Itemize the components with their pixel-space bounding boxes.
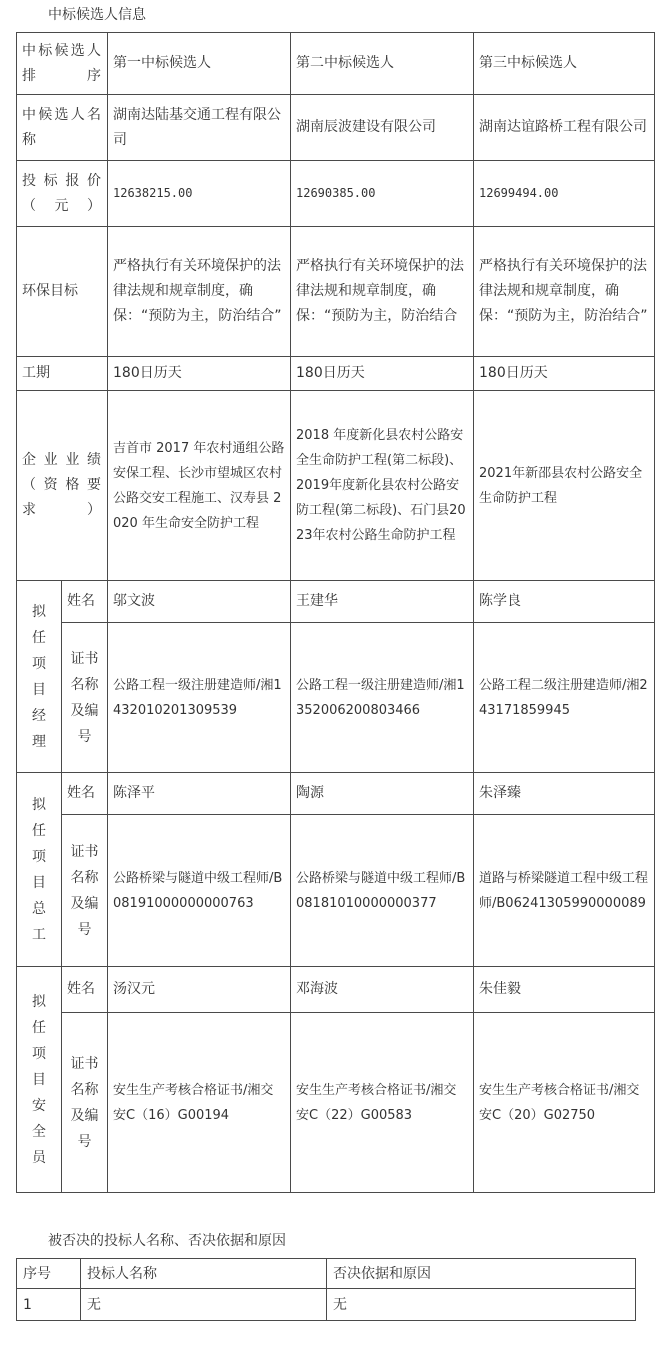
env-label: 环保目标 [17,227,108,357]
ce-cert-1: 公路桥梁与隧道中级工程师/B08191000000000763 [108,815,291,967]
pm-cert-row [17,623,655,773]
rejected-row-bidder: 无 [81,1289,327,1321]
price-2: 12690385.00 [291,161,474,227]
rejected-header-bidder: 投标人名称 [81,1259,327,1289]
ce-group-label: 拟 任 项 目 总 工 [17,773,62,967]
price-3: 12699494.00 [474,161,655,227]
pm-cert-2: 公路工程一级注册建造师/湘1352006200803466 [291,623,474,773]
performance-1: 吉首市 2017 年农村通组公路安保工程、长沙市望城区农村公路交安工程施工、汉寿县 2020 年生命安全防护工程 [108,391,291,581]
ce-cert-row [17,815,655,967]
performance-2: 2018 年度新化县农村公路安全生命防护工程(第二标段)、2019年度新化县农村公路安防工程(第二标段)、石门县2023年农村公路生命防护工程 [291,391,474,581]
rejected-row-index: 1 [17,1289,81,1321]
table-row [17,1289,636,1321]
section-title-rejected: 被否决的投标人名称、否决依据和原因 [48,1233,286,1249]
so-group-label: 拟 任 项 目 安 全 员 [17,967,62,1193]
env-goal-3: 严格执行有关环境保护的法律法规和规章制度，确保：“预防为主，防治结合” [474,227,655,357]
period-row [17,357,655,391]
ce-name-3: 朱泽臻 [474,773,655,815]
rejected-header-row [17,1259,636,1289]
ce-name-label: 姓名 [62,773,108,815]
name-label: 中候选人名称 [17,95,108,161]
ce-cert-2: 公路桥梁与隧道中级工程师/B08181010000000377 [291,815,474,967]
price-1: 12638215.00 [108,161,291,227]
so-name-2: 邓海波 [291,967,474,1013]
candidate-header-2: 第二中标候选人 [291,33,474,95]
pm-name-label: 姓名 [62,581,108,623]
pm-name-2: 王建华 [291,581,474,623]
so-cert-row [17,1013,655,1193]
ce-name-1: 陈泽平 [108,773,291,815]
so-cert-1: 安生生产考核合格证书/湘交安C（16）G00194 [108,1013,291,1193]
so-name-label: 姓名 [62,967,108,1013]
ce-name-2: 陶源 [291,773,474,815]
candidate-name-3: 湖南达谊路桥工程有限公司 [474,95,655,161]
period-label: 工期 [17,357,108,391]
rank-label: 中标候选人排序 [17,33,108,95]
so-name-row [17,967,655,1013]
price-label: 投标报价（元） [17,161,108,227]
period-2: 180日历天 [291,357,474,391]
candidate-header-1: 第一中标候选人 [108,33,291,95]
so-cert-label: 证书 名称 及编 号 [62,1013,108,1193]
so-name-3: 朱佳毅 [474,967,655,1013]
pm-cert-label: 证书 名称 及编 号 [62,623,108,773]
candidate-table [16,32,655,1193]
ce-cert-label: 证书 名称 及编 号 [62,815,108,967]
pm-name-1: 邬文波 [108,581,291,623]
candidate-header-3: 第三中标候选人 [474,33,655,95]
ce-cert-3: 道路与桥梁隧道工程中级工程师/B06241305990000089 [474,815,655,967]
so-cert-3: 安生生产考核合格证书/湘交安C（20）G02750 [474,1013,655,1193]
rejected-table [16,1258,636,1321]
pm-name-row [17,581,655,623]
rejected-header-index: 序号 [17,1259,81,1289]
performance-3: 2021年新邵县农村公路安全生命防护工程 [474,391,655,581]
env-goal-2: 严格执行有关环境保护的法律法规和规章制度，确保：“预防为主，防治结合 [291,227,474,357]
rejected-header-reason: 否决依据和原因 [327,1259,636,1289]
so-name-1: 汤汉元 [108,967,291,1013]
performance-label: 企业业绩（资格要求） [17,391,108,581]
rejected-row-reason: 无 [327,1289,636,1321]
pm-name-3: 陈学良 [474,581,655,623]
pm-cert-1: 公路工程一级注册建造师/湘1432010201309539 [108,623,291,773]
period-1: 180日历天 [108,357,291,391]
rank-row [17,33,655,95]
price-row [17,161,655,227]
name-row [17,95,655,161]
ce-name-row [17,773,655,815]
section-title-candidates: 中标候选人信息 [48,7,146,23]
period-3: 180日历天 [474,357,655,391]
pm-cert-3: 公路工程二级注册建造师/湘243171859945 [474,623,655,773]
candidate-name-1: 湖南达陆基交通工程有限公司 [108,95,291,161]
performance-row [17,391,655,581]
env-goal-1: 严格执行有关环境保护的法律法规和规章制度，确保：“预防为主，防治结合” [108,227,291,357]
so-cert-2: 安生生产考核合格证书/湘交安C（22）G00583 [291,1013,474,1193]
pm-group-label: 拟 任 项 目 经 理 [17,581,62,773]
candidate-name-2: 湖南辰波建设有限公司 [291,95,474,161]
env-row [17,227,655,357]
